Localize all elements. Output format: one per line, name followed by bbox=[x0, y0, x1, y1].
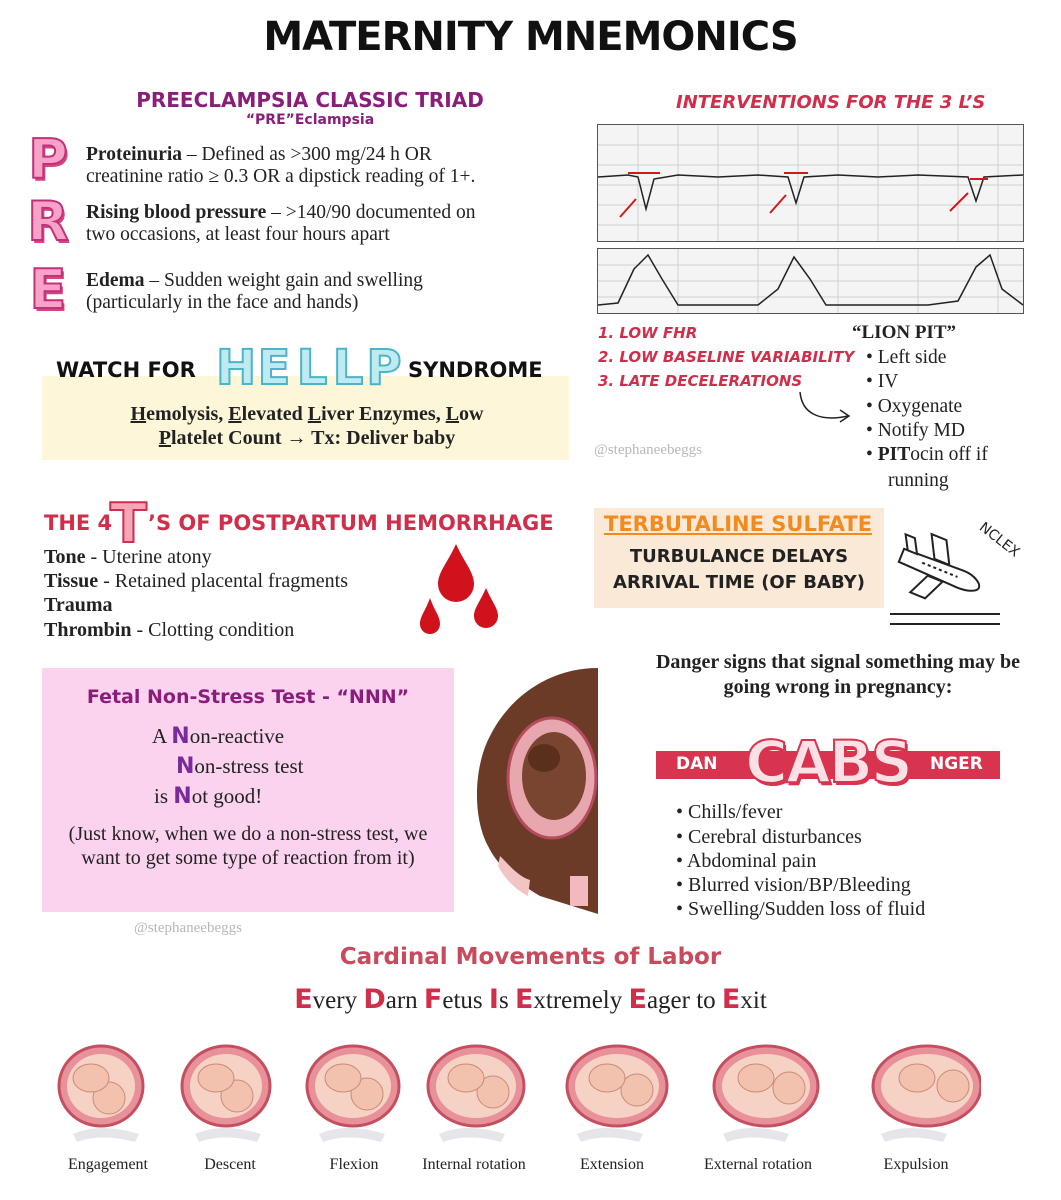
watermark: @stephaneebeggs bbox=[594, 442, 702, 458]
mnemonic-cap: E bbox=[294, 984, 313, 1015]
lion-text: IV bbox=[877, 371, 899, 392]
danger-text: Blurred vision/BP/Bleeding bbox=[688, 874, 911, 896]
pre-term: Proteinuria bbox=[86, 144, 183, 165]
four-ts-title-end: ’S OF POSTPARTUM HEMORRHAGE bbox=[148, 511, 554, 535]
contraction-tracing bbox=[598, 249, 1023, 313]
mnemonic-cap: F bbox=[423, 984, 443, 1015]
pre-item-proteinuria bbox=[86, 144, 576, 188]
pre-term: Edema bbox=[86, 270, 145, 291]
nst-line-3 bbox=[154, 784, 262, 809]
hellp-h-rest: emolysis, bbox=[146, 403, 229, 425]
danger-item: • Chills/fever bbox=[676, 801, 783, 823]
bubble-letter-e: E bbox=[29, 258, 67, 321]
cardinal-movements-title: Cardinal Movements of Labor bbox=[339, 944, 722, 970]
low-item: 2. LOW BASELINE VARIABILITY bbox=[598, 348, 855, 366]
nst-n-letter: N bbox=[173, 784, 192, 809]
four-ts-bubble-letter: T bbox=[110, 492, 147, 555]
four-ts-item bbox=[44, 619, 294, 642]
hellp-p-rest: latelet Count → Tx: Deliver baby bbox=[170, 427, 456, 449]
nst-l3b: ot good! bbox=[191, 784, 263, 808]
hellp-letter-l: L bbox=[332, 340, 364, 396]
nst-title: Fetal Non-Stress Test - “NNN” bbox=[86, 686, 410, 708]
nst-l3a: is bbox=[154, 784, 174, 808]
hellp-p: P bbox=[158, 427, 171, 449]
labor-stage-label: External rotation bbox=[704, 1156, 812, 1173]
four-ts-item bbox=[44, 570, 348, 593]
cardinal-mnemonic bbox=[0, 984, 1061, 1015]
labor-stage-label: Expulsion bbox=[883, 1156, 949, 1173]
curved-arrow-icon bbox=[796, 388, 856, 428]
hellp-watch-label: WATCH FOR bbox=[56, 358, 196, 382]
mnemonic-rest: arn bbox=[385, 987, 424, 1014]
nst-note: (Just know, when we do a non-stress test, we want to get some type of reaction from it) bbox=[68, 823, 428, 869]
lion-text: Notify MD bbox=[877, 420, 965, 441]
hellp-letter-h: H bbox=[216, 340, 257, 396]
lion-tail: running bbox=[888, 470, 949, 491]
four-ts-term: Tone bbox=[44, 546, 86, 568]
pre-text2: (particularly in the face and hands) bbox=[86, 292, 359, 313]
four-ts-term: Thrombin bbox=[44, 619, 132, 641]
hellp-l: L bbox=[307, 403, 322, 425]
watermark: @stephaneebeggs bbox=[134, 920, 242, 936]
lion-item: • Notify MD bbox=[866, 420, 965, 441]
hellp-l-rest: iver Enzymes, bbox=[321, 403, 446, 425]
lion-item: • Left side bbox=[866, 347, 947, 368]
interventions-title: INTERVENTIONS FOR THE 3 L’S bbox=[676, 92, 986, 113]
danger-text: Cerebral disturbances bbox=[688, 826, 862, 848]
mnemonic-rest: xtremely bbox=[533, 987, 629, 1014]
labor-stage-illustration bbox=[409, 1030, 539, 1148]
lion-item: • IV bbox=[866, 371, 899, 392]
nst-l2b: on-stress test bbox=[194, 754, 304, 778]
labor-stage-label: Extension bbox=[580, 1156, 644, 1173]
mnemonic-cap: E bbox=[628, 984, 647, 1015]
pre-text: – Defined as >300 mg/24 h OR bbox=[182, 144, 432, 165]
fhr-tracing bbox=[598, 125, 1023, 241]
labor-stage-illustration bbox=[289, 1030, 419, 1148]
preeclampsia-subtitle: “PRE”Eclampsia bbox=[245, 112, 375, 128]
terbutaline-line-2: ARRIVAL TIME (OF BABY) bbox=[613, 572, 865, 593]
mnemonic-cap: E bbox=[514, 984, 534, 1015]
bubble-letter-p: P bbox=[28, 128, 68, 191]
labor-stage-label: Internal rotation bbox=[422, 1156, 526, 1173]
mnemonic-rest: etus bbox=[442, 987, 489, 1014]
lion-item: • PITocin off if bbox=[866, 444, 988, 465]
danger-text: Swelling/Sudden loss of fluid bbox=[688, 898, 926, 920]
mnemonic-rest: very bbox=[312, 987, 364, 1014]
labor-stage-illustration bbox=[851, 1030, 981, 1148]
labor-stage-label: Descent bbox=[204, 1156, 256, 1173]
danger-banner-left: DAN bbox=[676, 754, 718, 774]
mnemonic-rest: ager to bbox=[646, 987, 722, 1014]
four-ts-term: Tissue bbox=[44, 570, 99, 592]
four-ts-item bbox=[44, 546, 212, 569]
pre-text: – Sudden weight gain and swelling bbox=[144, 270, 423, 291]
fetal-heart-rate-strip bbox=[597, 124, 1024, 242]
nst-l1a: A bbox=[152, 724, 172, 748]
danger-signs-title: Danger signs that signal something may be going wrong in pregnancy: bbox=[655, 651, 1021, 698]
nst-n-letter: N bbox=[176, 754, 195, 779]
danger-text: Abdominal pain bbox=[686, 850, 817, 872]
hellp-letter-e: E bbox=[257, 340, 291, 396]
lion-bold: PIT bbox=[877, 444, 911, 465]
danger-banner-right: NGER bbox=[930, 754, 983, 774]
lion-pit-title: “LION PIT” bbox=[852, 322, 956, 343]
hellp-e: E bbox=[228, 403, 242, 425]
lion-item: • Oxygenate bbox=[866, 396, 963, 417]
cabs-bubble-letters: CABS bbox=[745, 728, 911, 796]
mnemonic-cap: I bbox=[488, 984, 499, 1015]
four-ts-text: - Retained placental fragments bbox=[98, 570, 349, 592]
danger-item: • Blurred vision/BP/Bleeding bbox=[676, 874, 911, 896]
pre-term: Rising blood pressure bbox=[86, 202, 267, 223]
danger-item: • Swelling/Sudden loss of fluid bbox=[676, 898, 926, 920]
hellp-h: H bbox=[130, 403, 147, 425]
labor-stage-label: Engagement bbox=[68, 1156, 148, 1173]
hellp-l2-rest: ow bbox=[459, 403, 484, 425]
mnemonic-cap: E bbox=[721, 984, 741, 1015]
preeclampsia-title: PREECLAMPSIA CLASSIC TRIAD bbox=[136, 88, 484, 112]
page-title: MATERNITY MNEMONICS bbox=[263, 14, 798, 60]
pre-text: – >140/90 documented on bbox=[266, 202, 476, 223]
danger-item: • Cerebral disturbances bbox=[676, 826, 862, 848]
low-item: 1. LOW FHR bbox=[598, 324, 698, 342]
lion-text: ocin off if bbox=[910, 444, 988, 465]
low-item: 3. LATE DECELERATIONS bbox=[598, 372, 803, 390]
four-ts-term: Trauma bbox=[44, 594, 113, 616]
hellp-l2: L bbox=[445, 403, 460, 425]
pre-text2: two occasions, at least four hours apart bbox=[86, 224, 390, 245]
nst-line-1 bbox=[152, 724, 284, 749]
labor-stage-illustration bbox=[43, 1030, 173, 1148]
pre-item-blood-pressure bbox=[86, 202, 576, 246]
labor-stage-illustration bbox=[165, 1030, 295, 1148]
hellp-syndrome-label: SYNDROME bbox=[408, 358, 543, 382]
hellp-letter-l: L bbox=[296, 340, 328, 396]
bubble-letter-r: R bbox=[27, 190, 69, 253]
nst-l1b: on-reactive bbox=[189, 724, 285, 748]
mnemonic-rest: s bbox=[498, 987, 515, 1014]
mnemonic-rest: xit bbox=[740, 987, 767, 1014]
labor-stage-illustration bbox=[547, 1030, 677, 1148]
contraction-strip bbox=[597, 248, 1024, 314]
four-ts-text: - Uterine atony bbox=[85, 546, 212, 568]
labor-stage-label: Flexion bbox=[329, 1156, 379, 1173]
hellp-e-rest: levated bbox=[241, 403, 308, 425]
lion-text: Left side bbox=[877, 347, 947, 368]
four-ts-text: - Clotting condition bbox=[131, 619, 295, 641]
hellp-description bbox=[52, 402, 562, 450]
nst-n-letter: N bbox=[171, 724, 190, 749]
nst-line-2 bbox=[176, 754, 304, 779]
mnemonic-cap: D bbox=[363, 984, 386, 1015]
terbutaline-title: TERBUTALINE SULFATE bbox=[604, 512, 873, 536]
pre-item-edema bbox=[86, 270, 576, 314]
pregnant-belly-illustration bbox=[470, 666, 598, 916]
four-ts-item bbox=[44, 594, 113, 617]
hellp-letter-p: P bbox=[366, 340, 402, 396]
nclex-label: NCLEX bbox=[976, 519, 1023, 561]
terbutaline-line-1: TURBULANCE DELAYS bbox=[629, 546, 849, 567]
lion-text: Oxygenate bbox=[877, 396, 963, 417]
danger-text: Chills/fever bbox=[688, 801, 783, 823]
blood-drops-icon bbox=[418, 540, 502, 640]
four-ts-title-start: THE 4 bbox=[44, 511, 113, 535]
danger-item: • Abdominal pain bbox=[676, 850, 817, 872]
labor-stage-illustration bbox=[693, 1030, 823, 1148]
pre-text2: creatinine ratio ≥ 0.3 OR a dipstick reading of 1+. bbox=[86, 166, 476, 187]
